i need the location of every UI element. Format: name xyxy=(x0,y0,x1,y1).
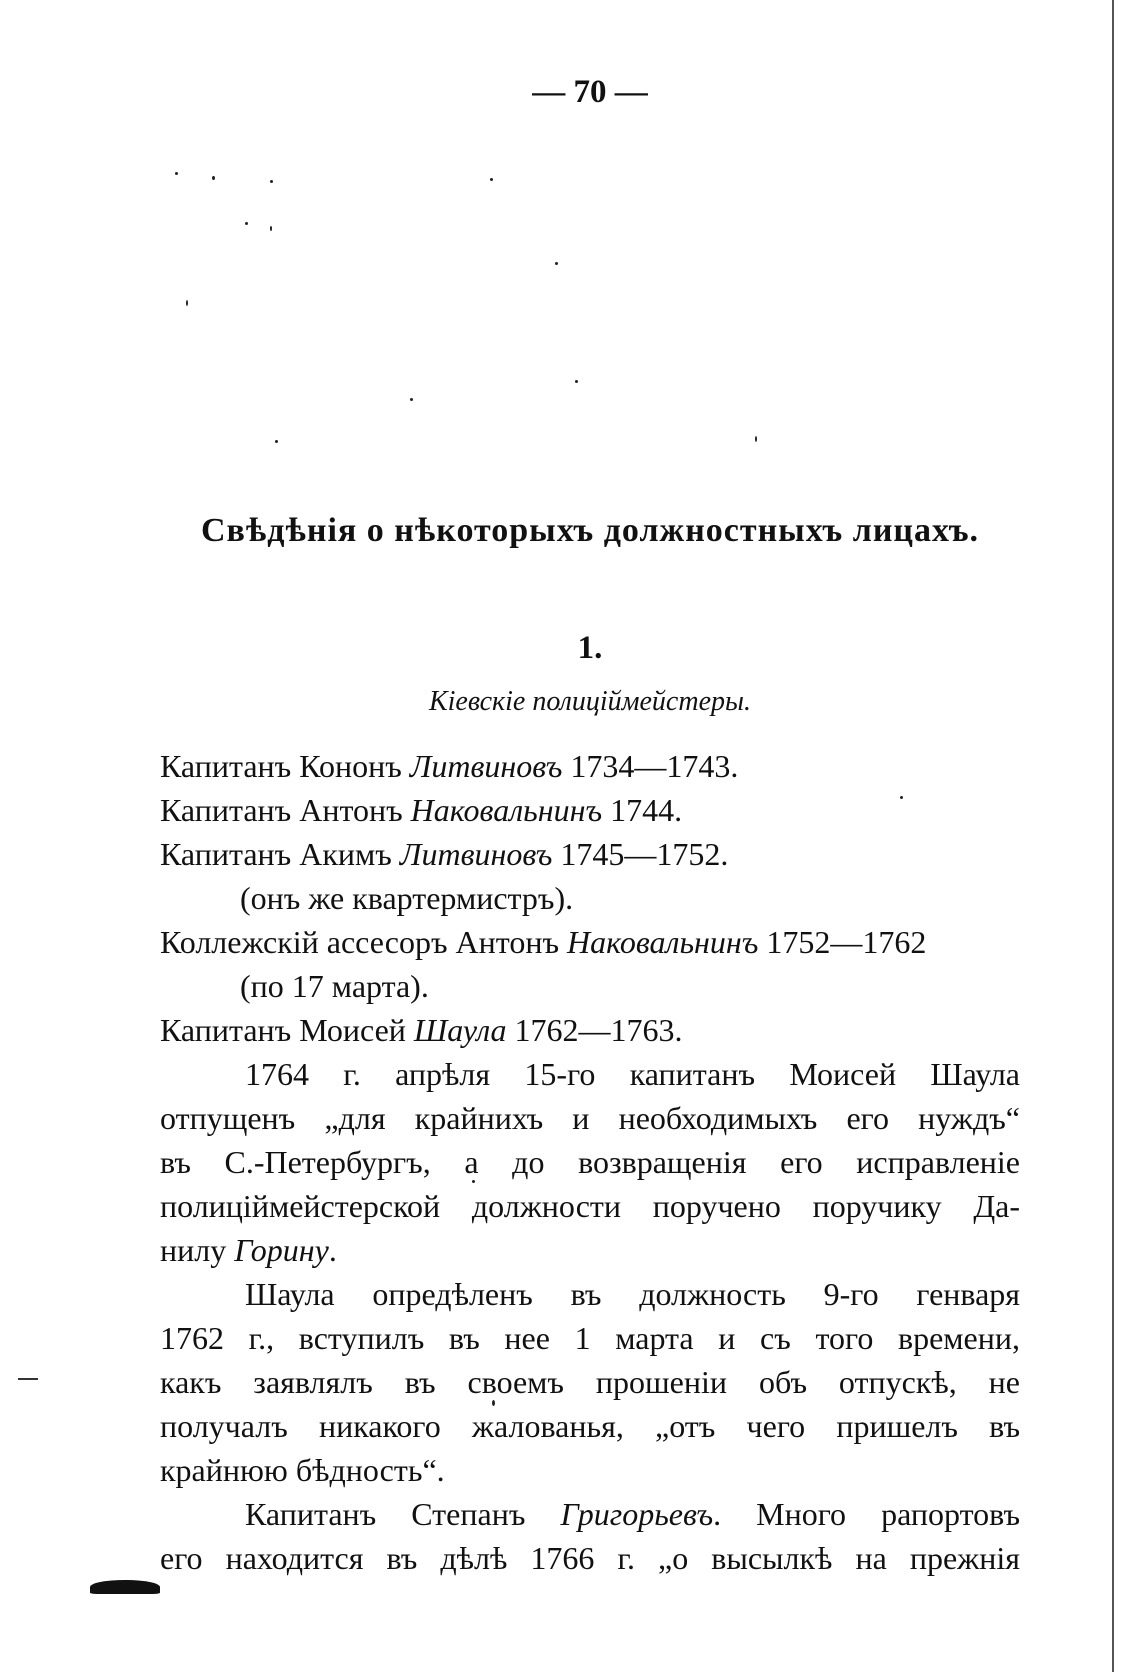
person-name: Григорьевъ xyxy=(560,1496,714,1532)
entry-rank-name: Капитанъ Кононъ xyxy=(160,748,410,784)
paragraph-line: въ С.-Петербургъ, а до возвращенія его исправленіе xyxy=(160,1144,1020,1180)
paragraph-text: нилу xyxy=(160,1232,235,1268)
section-number: 1. xyxy=(577,630,603,666)
entry-years: 1744. xyxy=(602,792,683,828)
paragraph-line: полиціймейстерской должности поручено поручику Да- xyxy=(160,1188,1020,1224)
scan-speck xyxy=(212,176,215,180)
entry-line xyxy=(160,832,1020,876)
entry-rank-name: Капитанъ Акимъ xyxy=(160,836,400,872)
entry-surname: Литвиновъ xyxy=(409,748,563,784)
scan-speck xyxy=(275,440,278,443)
scan-speck xyxy=(186,300,188,306)
entry-rank-name: Капитанъ Моисей xyxy=(160,1012,414,1048)
paragraph-line: получалъ никакого жалованья, „отъ чего пришелъ въ xyxy=(160,1408,1020,1444)
body-text xyxy=(160,744,1020,1580)
paragraph-text: . Много рапортовъ xyxy=(713,1496,1021,1532)
entry-surname: Шаула xyxy=(413,1012,507,1048)
scan-speck xyxy=(175,172,178,175)
entry-years: 1745—1752. xyxy=(552,836,729,872)
page-edge-rule xyxy=(1112,0,1114,1672)
entry-surname: Наковальнинъ xyxy=(566,924,759,960)
scan-speck xyxy=(270,226,272,231)
scan-speck xyxy=(472,1180,475,1183)
scan-speck xyxy=(900,796,903,799)
paragraph-line: его находится въ дѣлѣ 1766 г. „о высылкѣ на прежнія xyxy=(160,1540,1020,1576)
entry-line xyxy=(160,920,1020,964)
paragraph-line: Шаула опредѣленъ въ должность 9-го генваря xyxy=(245,1276,1020,1312)
entry-line xyxy=(160,788,1020,832)
paragraph-line: крайнюю бѣдность“. xyxy=(160,1452,445,1488)
entry-years: 1762—1763. xyxy=(506,1012,683,1048)
scan-speck xyxy=(410,398,413,401)
section-heading: Свѣдѣнія о нѣкоторыхъ должностныхъ лицахъ. xyxy=(200,512,980,549)
scan-speck xyxy=(270,180,273,183)
entry-rank-name: Капитанъ Антонъ xyxy=(160,792,411,828)
entry-years: 1734—1743. xyxy=(562,748,739,784)
scan-speck xyxy=(575,380,578,383)
paragraph-line: какъ заявлялъ въ своемъ прошеніи объ отпускѣ, не xyxy=(160,1364,1020,1400)
entry-note: (онъ же квартермистръ). xyxy=(240,880,574,916)
scan-speck xyxy=(492,1400,495,1406)
margin-mark xyxy=(18,1378,38,1380)
scan-speck xyxy=(490,178,493,181)
person-name: Горину xyxy=(234,1232,329,1268)
entry-years: 1752—1762 xyxy=(758,924,927,960)
subsection-title: Кіевскіе полиціймейстеры. xyxy=(429,686,751,717)
scan-speck xyxy=(245,222,248,225)
scan-speck xyxy=(755,436,757,442)
paragraph-2 xyxy=(160,1272,1020,1492)
scan-speck xyxy=(555,262,558,265)
paragraph-line: 1764 г. апрѣля 15-го капитанъ Моисей Шаула xyxy=(245,1056,1020,1092)
paragraph-line: отпущенъ „для крайнихъ и необходимыхъ его нуждъ“ xyxy=(160,1100,1020,1136)
paragraph-line xyxy=(160,1492,1020,1536)
entry-surname: Наковальнинъ xyxy=(410,792,603,828)
entry-note: (по 17 марта). xyxy=(240,968,429,1004)
paragraph-text: Капитанъ Степанъ xyxy=(245,1496,561,1532)
paragraph-line: 1762 г., вступилъ въ нее 1 марта и съ того времени, xyxy=(160,1320,1020,1356)
entry-line xyxy=(160,1008,1020,1052)
entry-rank-name: Коллежскій ассесоръ Антонъ xyxy=(160,924,567,960)
ink-blot xyxy=(90,1580,160,1594)
entry-line xyxy=(160,744,1020,788)
entry-surname: Литвиновъ xyxy=(399,836,553,872)
paragraph-line xyxy=(160,1228,1020,1272)
paragraph-3 xyxy=(160,1492,1020,1580)
paragraph-1 xyxy=(160,1052,1020,1272)
page-number: — 70 — xyxy=(532,74,648,110)
paragraph-text: . xyxy=(328,1232,337,1268)
